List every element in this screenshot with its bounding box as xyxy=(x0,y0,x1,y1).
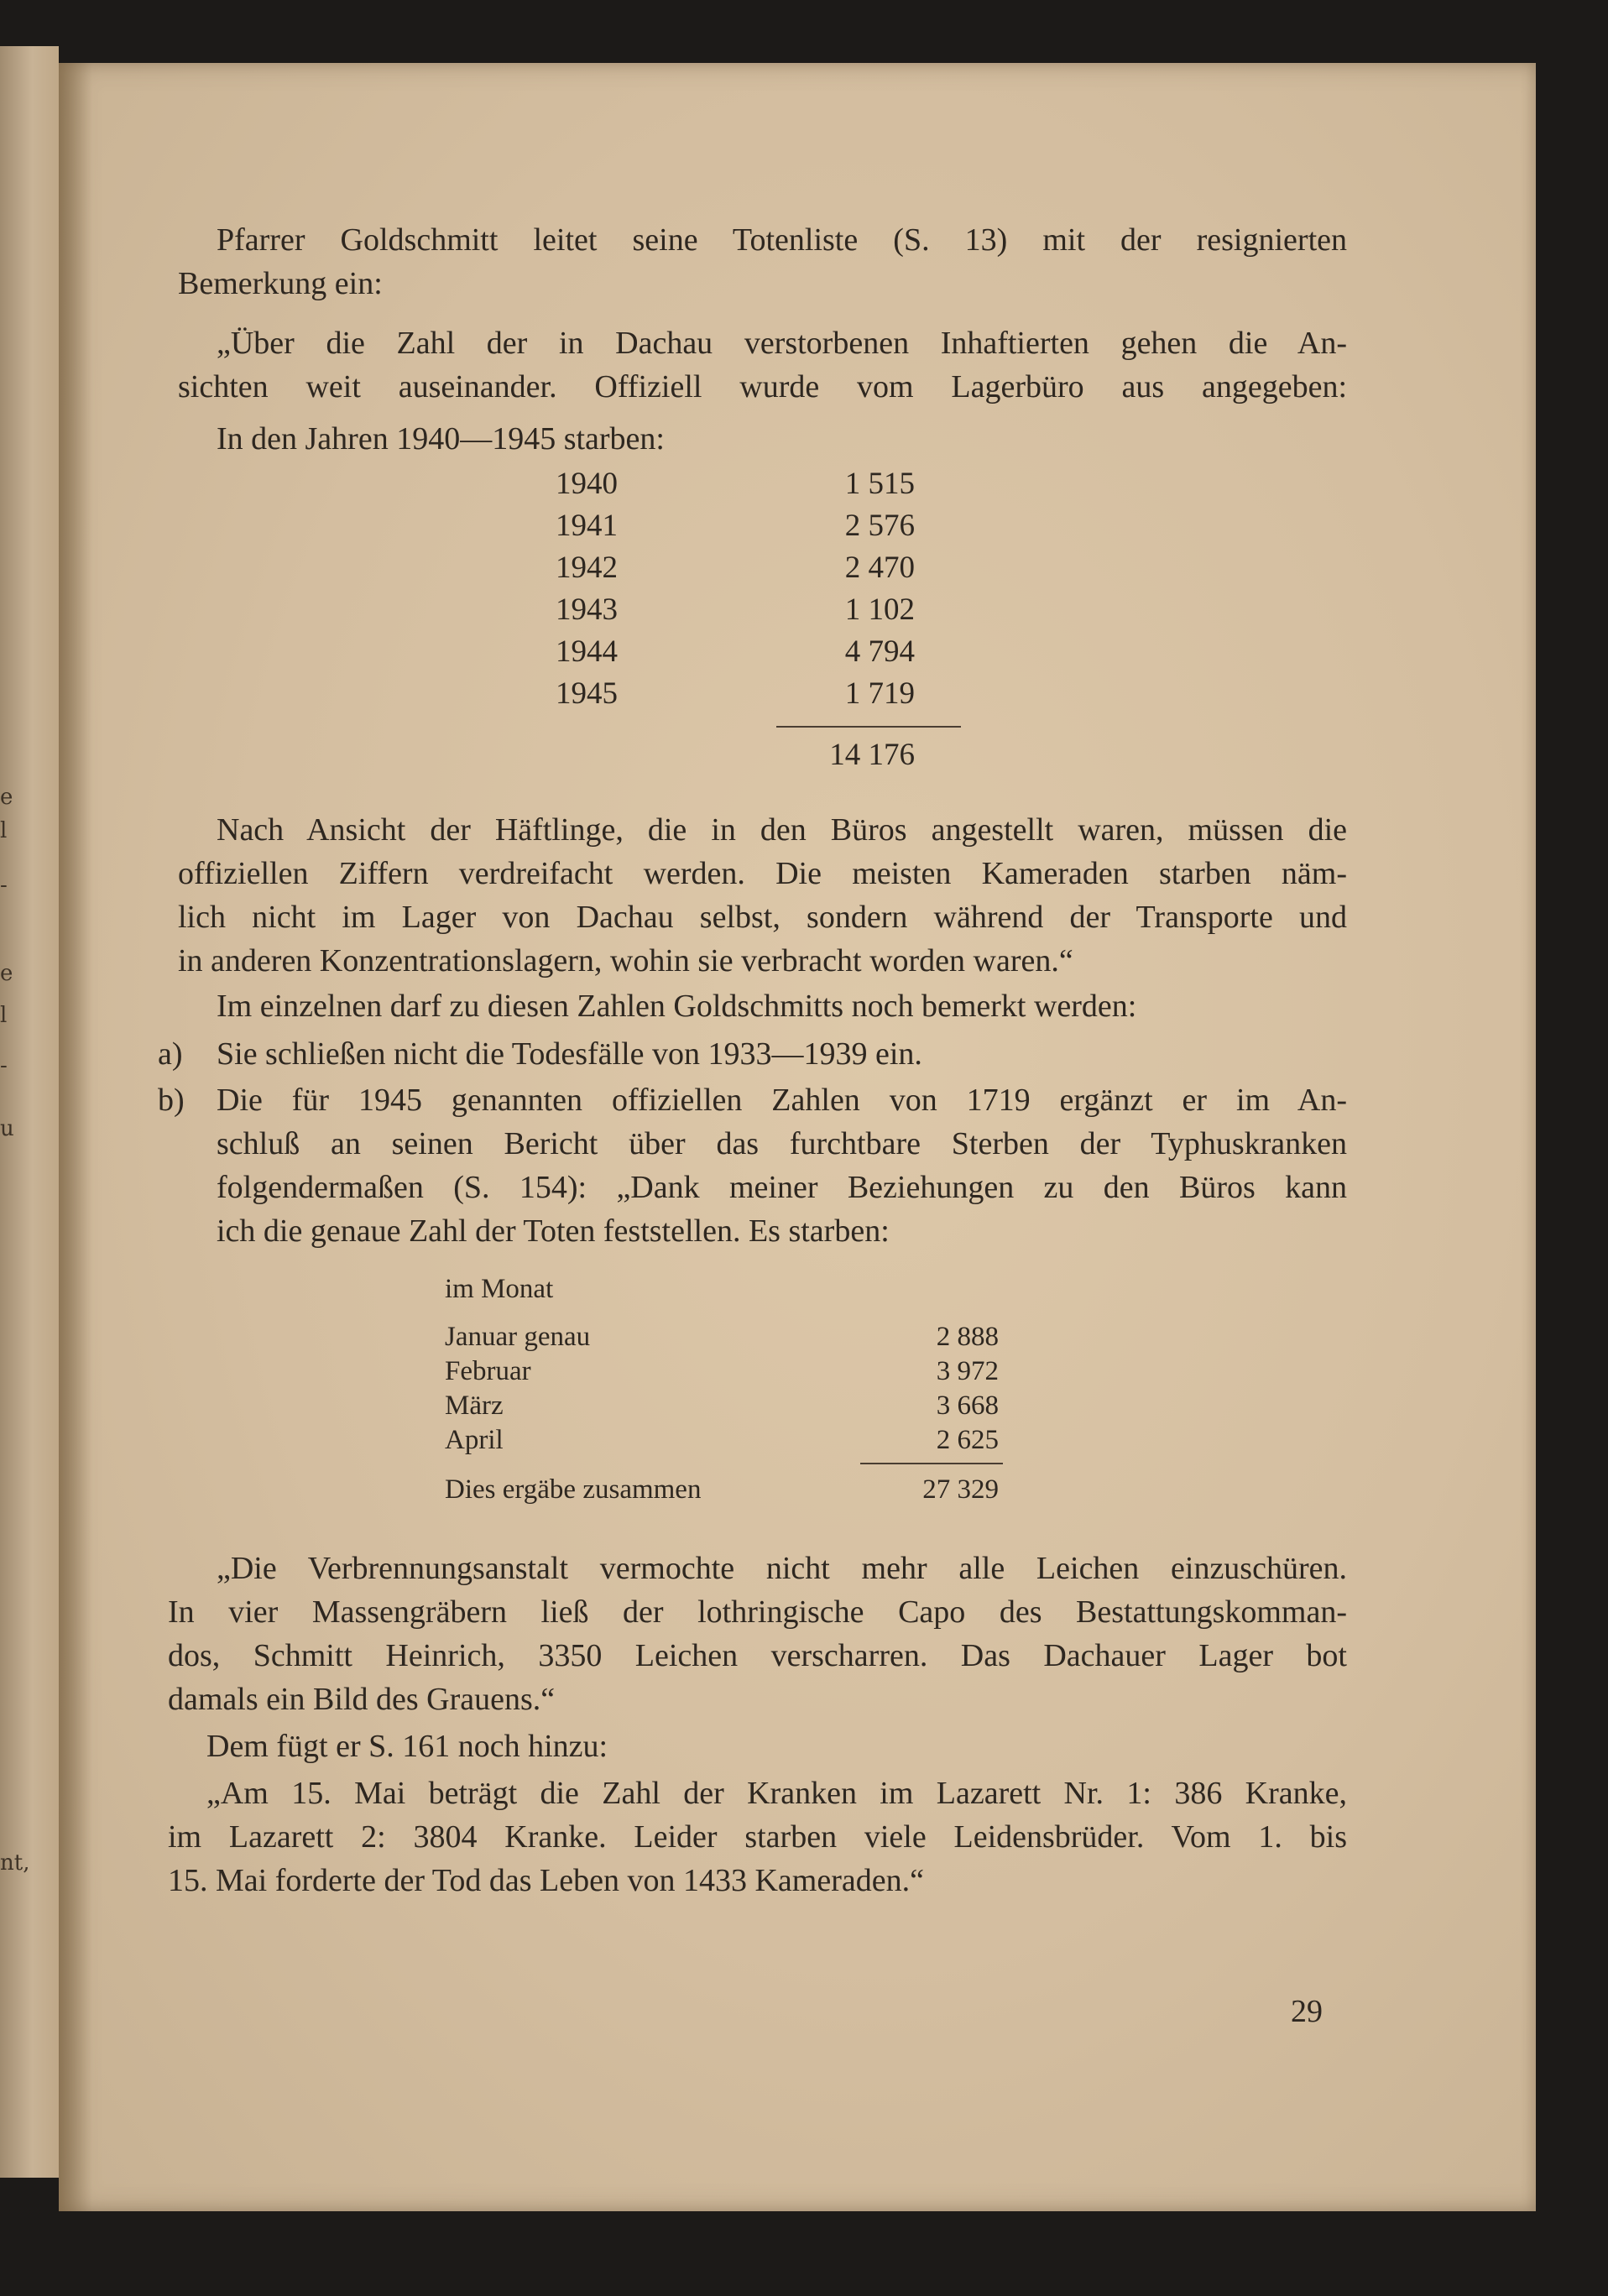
text-line: schluß an seinen Bericht über das furchtbare Sterben der Typhuskranken xyxy=(217,1126,1347,1161)
count-cell: 4 794 xyxy=(844,634,915,669)
text-line: dos, Schmitt Heinrich, 3350 Leichen verscharren. Das Dachauer Lager bot xyxy=(168,1638,1347,1673)
text-line: „Am 15. Mai beträgt die Zahl der Kranken im Lazarett Nr. 1: 386 Kranke, xyxy=(206,1776,1347,1811)
page-gutter-shadow xyxy=(59,63,92,2211)
paragraph-may-quote xyxy=(168,1772,1347,1902)
text-line: Nach Ansicht der Häftlinge, die in den Büros angestellt waren, müssen die xyxy=(217,812,1347,848)
month-cell: Januar genau xyxy=(445,1322,591,1352)
year-cell: 1944 xyxy=(556,634,618,669)
count-cell: 2 888 xyxy=(936,1322,999,1352)
paragraph-cremation xyxy=(168,1547,1347,1721)
count-cell: 1 102 xyxy=(844,592,915,627)
text-line: folgendermaßen (S. 154): „Dank meiner Beziehungen zu den Büros kann xyxy=(217,1170,1347,1205)
prev-page-fragment: e xyxy=(0,785,13,810)
text-line: im Lazarett 2: 3804 Kranke. Leider starben viele Leidensbrüder. Vom 1. bis xyxy=(168,1819,1347,1855)
prev-page-fragment: e xyxy=(0,961,13,986)
count-cell: 3 668 xyxy=(936,1391,999,1421)
paragraph-addition-intro xyxy=(206,1725,1214,1768)
year-cell: 1943 xyxy=(556,592,618,627)
text-line: Bemerkung ein: xyxy=(178,266,383,301)
count-cell: 1 719 xyxy=(844,676,915,711)
text-line: „Über die Zahl der in Dachau verstorbenen Inhaftierten gehen die An- xyxy=(217,326,1347,361)
page-number: 29 xyxy=(1291,1994,1323,2029)
text-line: In den Jahren 1940—1945 starben: xyxy=(217,421,665,457)
book-page xyxy=(59,63,1536,2211)
prev-page-fragment: - xyxy=(0,1053,8,1078)
text-line: in anderen Konzentrationslagern, wohin sie verbracht worden waren.“ xyxy=(178,943,1073,978)
prev-page-fragment: nt, xyxy=(0,1850,30,1876)
text-line: 15. Mai forderte der Tod das Leben von 1433 Kameraden.“ xyxy=(168,1863,924,1898)
list-marker: b) xyxy=(158,1083,185,1118)
month-cell: Februar xyxy=(445,1356,531,1386)
text-line: Dem fügt er S. 161 noch hinzu: xyxy=(206,1729,608,1764)
count-cell: 3 972 xyxy=(936,1356,999,1386)
year-cell: 1941 xyxy=(556,509,618,543)
prev-page-fragment: l xyxy=(0,818,8,843)
text-line: In vier Massengräbern ließ der lothringische Capo des Bestattungskomman- xyxy=(168,1594,1347,1630)
prev-page-fragment: l xyxy=(0,1003,8,1028)
text-line: „Die Verbrennungsanstalt vermochte nicht mehr alle Leichen einzuschüren. xyxy=(217,1551,1347,1586)
month-cell: April xyxy=(445,1425,504,1455)
list-marker: a) xyxy=(158,1036,183,1072)
text-line: lich nicht im Lager von Dachau selbst, sondern während der Transporte und xyxy=(178,900,1347,935)
text-line: Die für 1945 genannten offiziellen Zahlen von 1719 ergänzt er im An- xyxy=(217,1083,1347,1118)
sum-rule xyxy=(860,1463,1003,1464)
text-line: Sie schließen nicht die Todesfälle von 1933—1939 ein. xyxy=(217,1036,922,1072)
total-label: Dies ergäbe zusammen xyxy=(445,1474,702,1505)
deaths-by-month-table xyxy=(59,63,1536,1573)
text-line: sichten weit auseinander. Offiziell wurde vom Lagerbüro aus angegeben: xyxy=(178,369,1347,404)
year-cell: 1940 xyxy=(556,467,618,501)
prev-page-fragment: - xyxy=(0,873,8,898)
count-cell: 1 515 xyxy=(844,467,915,501)
month-header: im Monat xyxy=(445,1274,554,1304)
year-cell: 1942 xyxy=(556,551,618,585)
text-line: Im einzelnen darf zu diesen Zahlen Goldschmitts noch bemerkt werden: xyxy=(217,989,1137,1024)
total-cell: 14 176 xyxy=(829,738,915,772)
prev-page-fragment: u xyxy=(0,1116,14,1141)
count-cell: 2 576 xyxy=(844,509,915,543)
year-cell: 1945 xyxy=(556,676,618,711)
month-cell: März xyxy=(445,1391,504,1421)
count-cell: 2 625 xyxy=(936,1425,999,1455)
text-line: damals ein Bild des Grauens.“ xyxy=(168,1682,556,1717)
previous-page-edge xyxy=(0,46,59,2178)
text-line: offiziellen Ziffern verdreifacht werden. Die meisten Kameraden starben näm- xyxy=(178,856,1347,891)
count-cell: 2 470 xyxy=(844,551,915,585)
text-line: ich die genaue Zahl der Toten feststellen. Es starben: xyxy=(217,1213,890,1249)
text-line: Pfarrer Goldschmitt leitet seine Totenliste (S. 13) mit der resignierten xyxy=(217,222,1347,258)
total-cell: 27 329 xyxy=(922,1474,999,1505)
